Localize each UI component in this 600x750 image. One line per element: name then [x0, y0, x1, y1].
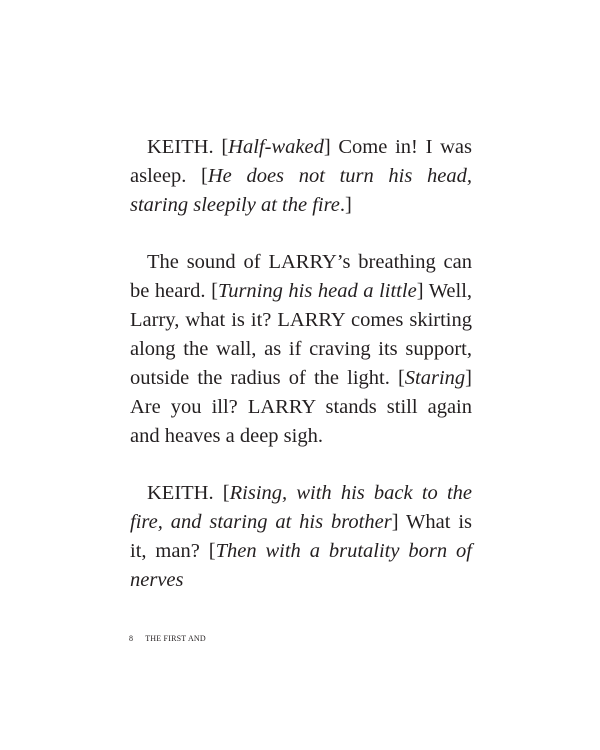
text-segment: ] Well, Larry, what is it? LARRY comes skirting along the wall, as if craving its support, outside the radius of the light. [	[130, 280, 473, 389]
paragraph-larry-breathing	[130, 248, 472, 451]
text-segment: .]	[339, 194, 352, 216]
text-segment: ] What is it, man? [	[130, 511, 472, 562]
stage-direction: Turning his head a little	[217, 280, 417, 302]
stage-direction: Half-waked	[228, 136, 324, 158]
page-number: 8	[129, 634, 134, 643]
text-segment: KEITH. [	[147, 482, 230, 504]
stage-direction: Then with a brutality born of nerves	[130, 540, 472, 591]
text-segment: The sound of LARRY’s breathing can be heard. [	[130, 251, 472, 302]
paragraph-keith-rising	[130, 479, 472, 595]
stage-direction: Staring	[404, 367, 466, 389]
body-text	[130, 133, 472, 595]
text-segment: ] Are you ill? LARRY stands still again and heaves a deep sigh.	[130, 367, 472, 447]
stage-direction: Rising, with his back to the fire, and staring at his brother	[130, 482, 472, 533]
running-title: THE FIRST AND	[145, 634, 206, 643]
text-segment: ] Come in! I was asleep. [	[130, 136, 473, 187]
paragraph-keith-half-waked	[130, 133, 472, 220]
stage-direction: He does not turn his head, staring sleepily at the fire	[130, 165, 473, 216]
text-segment: KEITH. [	[147, 136, 229, 158]
page-footer	[129, 634, 206, 643]
